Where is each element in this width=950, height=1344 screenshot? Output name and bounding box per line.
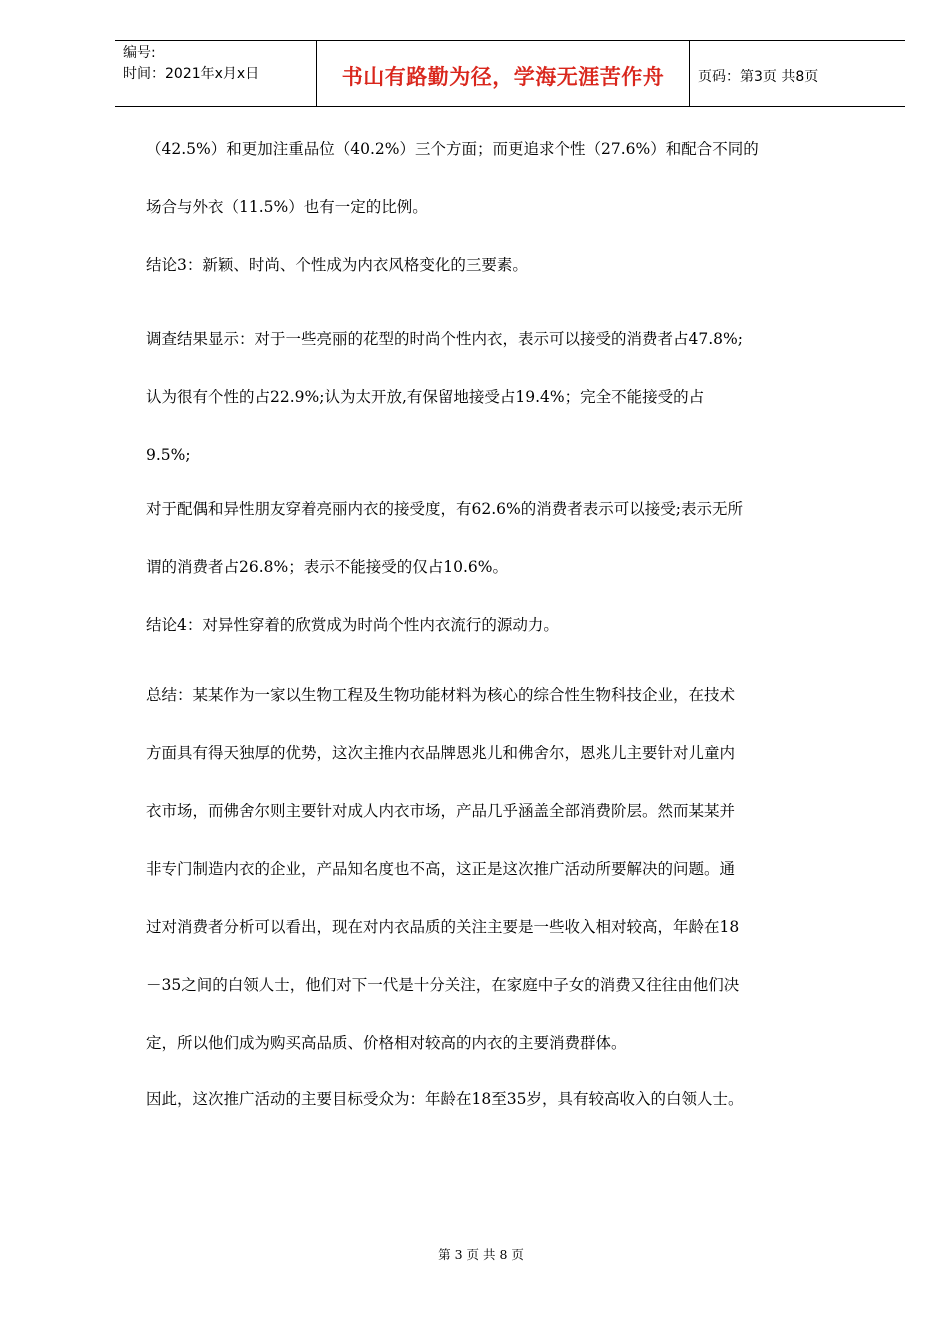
time-label: 时间：2021年x月x日 bbox=[123, 66, 260, 82]
text-line: 总结：某某作为一家以生物工程及生物功能材料为核心的综合性生物科技企业，在技术 bbox=[146, 686, 736, 704]
page-footer: 第 3 页 共 8 页 bbox=[438, 1247, 524, 1262]
conclusion-4 bbox=[146, 596, 880, 654]
paragraph-survey-results bbox=[146, 310, 880, 484]
conclusion-3 bbox=[146, 236, 880, 294]
text-line: 方面具有得天独厚的优势，这次主推内衣品牌恩兆儿和佛舍尔，恩兆儿主要针对儿童内 bbox=[146, 744, 736, 762]
header-meta bbox=[115, 41, 317, 106]
text-line: 9.5%; bbox=[146, 446, 191, 464]
text-line: 对于配偶和异性朋友穿着亮丽内衣的接受度，有62.6%的消费者表示可以接受;表示无所 bbox=[146, 500, 743, 518]
text-line: 定，所以他们成为购买高品质、价格相对较高的内衣的主要消费群体。 bbox=[146, 1034, 627, 1052]
text-line: 结论3：新颖、时尚、个性成为内衣风格变化的三要素。 bbox=[146, 256, 528, 274]
paragraph-summary bbox=[146, 666, 880, 1072]
text-line: 场合与外衣（11.5%）也有一定的比例。 bbox=[146, 198, 428, 216]
text-line: 认为很有个性的占22.9%;认为太开放,有保留地接受占19.4%；完全不能接受的占 bbox=[146, 388, 705, 406]
text-line: 过对消费者分析可以看出，现在对内衣品质的关注主要是一些收入相对较高，年龄在18 bbox=[146, 918, 740, 936]
paragraph-1 bbox=[146, 120, 880, 236]
page-header bbox=[115, 40, 905, 107]
text-line: 谓的消费者占26.8%；表示不能接受的仅占10.6%。 bbox=[146, 558, 508, 576]
text-line: 调查结果显示：对于一些亮丽的花型的时尚个性内衣，表示可以接受的消费者占47.8%; bbox=[146, 330, 743, 348]
text-line: 因此，这次推广活动的主要目标受众为：年龄在18至35岁，具有较高收入的白领人士。 bbox=[146, 1090, 744, 1108]
text-line: 非专门制造内衣的企业，产品知名度也不高，这正是这次推广活动所要解决的问题。通 bbox=[146, 860, 736, 878]
text-line: （42.5%）和更加注重品位（40.2%）三个方面；而更追求个性（27.6%）和配合不同的 bbox=[146, 140, 759, 158]
text-line: 结论4：对异性穿着的欣赏成为时尚个性内衣流行的源动力。 bbox=[146, 616, 559, 634]
paragraph-target-audience bbox=[146, 1070, 880, 1128]
serial-number-label: 编号: bbox=[123, 45, 156, 61]
text-line: －35之间的白领人士，他们对下一代是十分关注，在家庭中子女的消费又往往由他们决 bbox=[146, 976, 740, 994]
header-motto: 书山有路勤为径，学海无涯苦作舟 bbox=[317, 41, 690, 106]
text-line: 衣市场，而佛舍尔则主要针对成人内衣市场，产品几乎涵盖全部消费阶层。然而某某并 bbox=[146, 802, 736, 820]
header-page-info: 页码：第3页 共8页 bbox=[698, 68, 819, 85]
paragraph-acceptance bbox=[146, 480, 880, 596]
